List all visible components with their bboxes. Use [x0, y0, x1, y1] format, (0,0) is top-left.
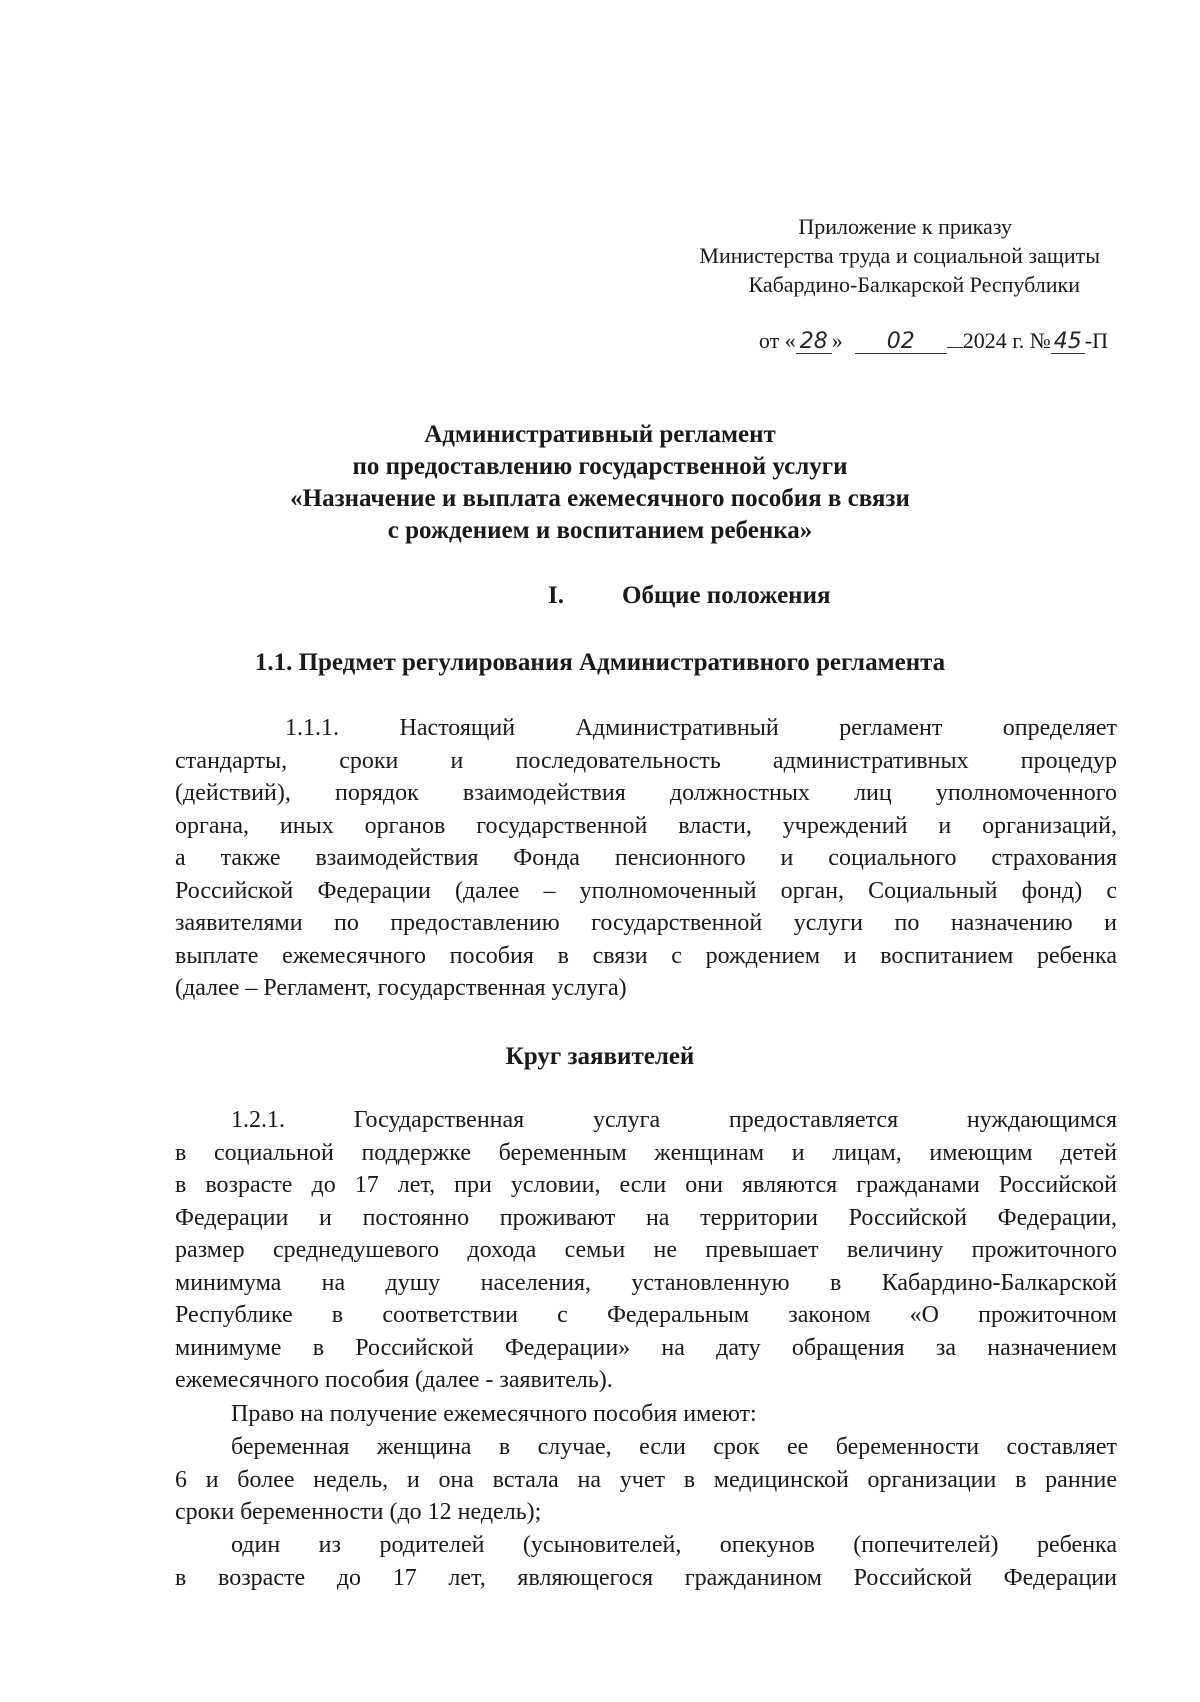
paragraph-pregnant-woman: [175, 1431, 1117, 1529]
paragraph-line: минимума на душу населения, установленную в Кабардино-Балкарской: [175, 1269, 1117, 1296]
date-middle: »: [831, 328, 843, 353]
paragraph-line: органа, иных органов государственной власти, учреждений и организаций,: [175, 812, 1117, 839]
paragraph-line: ежемесячного пособия (далее - заявитель).: [175, 1367, 613, 1393]
paragraph-line: заявителями по предоставлению государственной услуги по назначению и: [175, 910, 1117, 936]
subheading-applicants: Круг заявителей: [505, 1043, 695, 1070]
paragraph-line: 6 и более недель, и она встала на учет в медицинской организации в ранние: [175, 1466, 1117, 1493]
date-year: 2024 г. №: [962, 328, 1051, 353]
paragraph-line: минимуме в Российской Федерации» на дату обращения за назначением: [175, 1334, 1117, 1361]
paragraph-line: сроки беременности (до 12 недель);: [175, 1499, 542, 1525]
document-title: [0, 419, 1200, 547]
paragraph-line: стандарты, сроки и последовательность административных процедур: [175, 747, 1117, 774]
paragraph-line: 1.1.1. Настоящий Административный регламент определяет: [285, 715, 1117, 741]
order-suffix: -П: [1084, 328, 1108, 353]
paragraph-line: Федерации и постоянно проживают на территории Российской Федерации,: [175, 1204, 1117, 1231]
paragraph-1-1-1: [175, 712, 1117, 1005]
annex-line-2: Министерства труда и социальной защиты: [699, 243, 1100, 268]
paragraph-parent: [175, 1529, 1117, 1594]
paragraph-line: размер среднедушевого дохода семьи не превышает величину прожиточного: [175, 1237, 1117, 1263]
paragraph-line: (действий), порядок взаимодействия должностных лиц уполномоченного: [175, 780, 1117, 806]
paragraph-line: Право на получение ежемесячного пособия имеют:: [231, 1401, 757, 1427]
paragraph-line: один из родителей (усыновителей, опекунов (попечителей) ребенка: [231, 1532, 1117, 1558]
title-line-1: Административный регламент: [424, 421, 776, 448]
annex-line-3: Кабардино-Балкарской Республики: [748, 272, 1080, 297]
paragraph-1-2-1: [175, 1104, 1117, 1397]
paragraph-line: (далее – Регламент, государственная услуга): [175, 975, 627, 1001]
paragraph-line: Республике в соответствии с Федеральным законом «О прожиточном: [175, 1302, 1117, 1328]
annex-header: [540, 212, 1100, 299]
paragraph-line: Российской Федерации (далее – уполномоченный орган, Социальный фонд) с: [175, 877, 1117, 904]
paragraph-line: беременная женщина в случае, если срок ее беременности составляет: [231, 1434, 1117, 1460]
paragraph-line: в социальной поддержке беременным женщинам и лицам, имеющим детей: [175, 1139, 1117, 1166]
paragraph-line: а также взаимодействия Фонда пенсионного и социального страхования: [175, 845, 1117, 871]
paragraph-line: выплате ежемесячного пособия в связи с рождением и воспитанием ребенка: [175, 942, 1117, 969]
section-number: I.: [548, 582, 564, 609]
title-line-4: с рождением и воспитанием ребенка»: [387, 517, 813, 544]
order-date-line: [759, 326, 1108, 356]
section-name: Общие положения: [622, 582, 831, 609]
date-prefix: от «: [758, 328, 796, 353]
handwritten-day: 28: [796, 331, 832, 354]
title-line-3: «Назначение и выплата ежемесячного пособия в связи: [290, 485, 910, 512]
annex-line-1: Приложение к приказу: [798, 214, 1012, 239]
paragraph-line: в возрасте до 17 лет, являющегося гражданином Российской Федерации: [175, 1564, 1117, 1591]
paragraph-line: в возрасте до 17 лет, при условии, если они являются гражданами Российской: [175, 1172, 1117, 1198]
paragraph-line: 1.2.1. Государственная услуга предоставляется нуждающимся: [231, 1107, 1117, 1133]
paragraph-right-intro: [175, 1398, 1117, 1431]
subheading-subject: 1.1. Предмет регулирования Административного регламента: [254, 649, 946, 676]
handwritten-order-number: 45: [1051, 331, 1085, 354]
title-line-2: по предоставлению государственной услуги: [352, 453, 848, 480]
date-underline: [947, 329, 963, 348]
handwritten-month: 02: [855, 331, 947, 354]
